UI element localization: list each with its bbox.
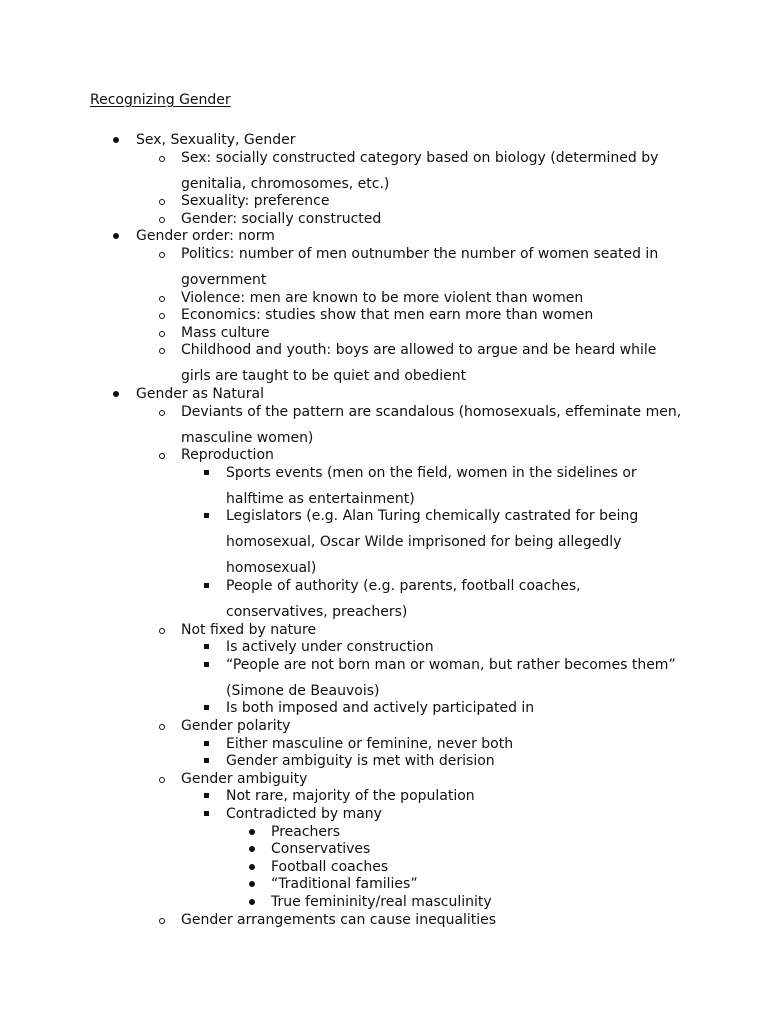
list-item-text: homosexual) <box>226 560 317 577</box>
list-item-text: “People are not born man or woman, but rather becomes them” <box>226 656 676 673</box>
list-item-text: government <box>181 272 267 288</box>
list-item-text: masculine women) <box>181 429 314 446</box>
list-item-text: Violence: men are known to be more violent than women <box>181 289 584 306</box>
list-item-text: Either masculine or feminine, never both <box>226 735 514 752</box>
list-item-text: Legislators (e.g. Alan Turing chemically castrated for being <box>226 508 639 525</box>
list-item-text: True femininity/real masculinity <box>271 894 492 910</box>
list-item-text: Childhood and youth: boys are allowed to argue and be heard while <box>181 342 657 359</box>
list-item-text: Gender polarity <box>181 718 291 734</box>
list-item-text: Economics: studies show that men earn more than women <box>181 307 594 324</box>
list-item-text: girls are taught to be quiet and obedient <box>181 368 467 385</box>
list-item-text: Sexuality: preference <box>181 193 330 210</box>
list-item-text: Conservatives <box>271 841 371 858</box>
list-item-text: Gender arrangements can cause inequalities <box>181 911 497 928</box>
list-item-text: (Simone de Beauvois) <box>226 682 380 699</box>
list-item-text: Gender: socially constructed <box>181 210 382 227</box>
document-title: Recognizing Gender <box>90 92 231 108</box>
list-item-text: Gender as Natural <box>136 386 265 402</box>
list-item-text: Contradicted by many <box>226 806 382 822</box>
list-item-text: Preachers <box>271 823 341 840</box>
list-item-text: Deviants of the pattern are scandalous (homosexuals, effeminate men, <box>181 403 682 420</box>
list-item-text: Is both imposed and actively participated in <box>226 700 535 717</box>
list-item-text: genitalia, chromosomes, etc.) <box>181 175 390 192</box>
list-item-text: Sex: socially constructed category based on biology (determined by <box>181 149 659 166</box>
list-item-text: Not fixed by nature <box>181 621 317 638</box>
list-item-text: Mass culture <box>181 324 270 341</box>
list-item-text: Reproduction <box>181 447 274 464</box>
list-item-text: Politics: number of men outnumber the number of women seated in <box>181 246 659 262</box>
list-item-text: homosexual, Oscar Wilde imprisoned for being allegedly <box>226 534 622 551</box>
list-item-text: Is actively under construction <box>226 639 434 656</box>
list-item-text: Gender order: norm <box>136 228 275 245</box>
list-item-text: halftime as entertainment) <box>226 490 415 507</box>
list-item-text: conservatives, preachers) <box>226 604 408 620</box>
list-item-text: People of authority (e.g. parents, football coaches, <box>226 578 581 594</box>
list-item-text: Sex, Sexuality, Gender <box>136 132 296 148</box>
list-item-text: Gender ambiguity is met with derision <box>226 753 495 770</box>
list-item-text: Gender ambiguity <box>181 770 308 787</box>
list-item-text: “Traditional families” <box>271 876 418 893</box>
list-item-text: Sports events (men on the field, women in the sidelines or <box>226 464 637 481</box>
list-item-text: Not rare, majority of the population <box>226 788 475 805</box>
list-item-text: Football coaches <box>271 858 389 875</box>
